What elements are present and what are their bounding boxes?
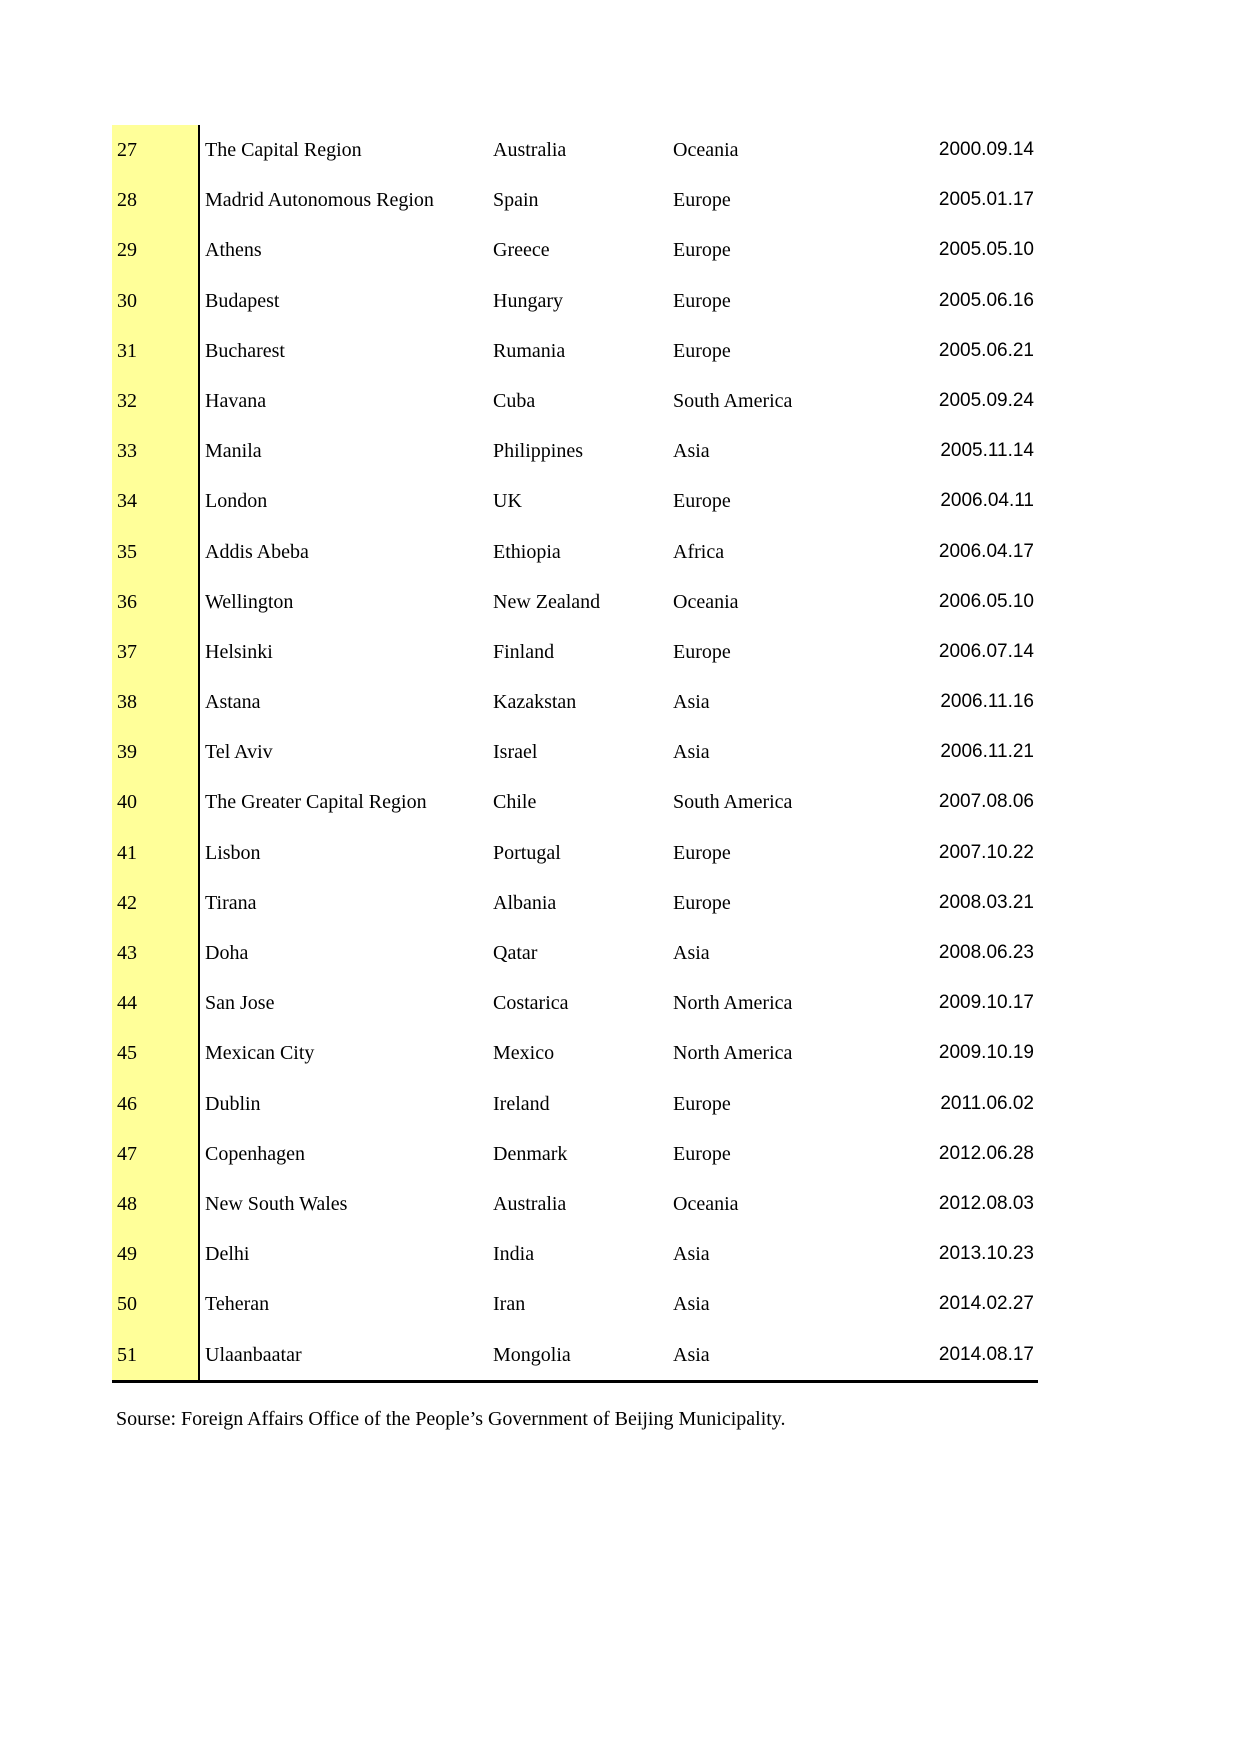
row-number: 51 [112,1330,200,1380]
city-name: Madrid Autonomous Region [205,189,434,212]
row-number: 41 [112,828,200,878]
country-name: UK [493,490,522,513]
table-row [112,1079,1038,1129]
table-row [112,125,1038,175]
table-row [112,1028,1038,1078]
region-name: Europe [673,891,731,914]
country-name: Denmark [493,1142,568,1165]
agreement-date: 2006.04.11 [940,490,1034,512]
table-row [112,1279,1038,1329]
region-name: Europe [673,339,731,362]
region-name: Asia [673,741,710,764]
table-row [112,326,1038,376]
table-row [112,577,1038,627]
city-name: Athens [205,239,262,262]
row-number: 28 [112,175,200,225]
city-name: New South Wales [205,1192,348,1215]
row-number: 45 [112,1028,200,1078]
table-row [112,627,1038,677]
agreement-date: 2006.11.21 [940,741,1034,763]
row-number: 32 [112,376,200,426]
country-name: Spain [493,189,539,212]
agreement-date: 2012.08.03 [938,1192,1034,1214]
country-name: Chile [493,791,537,814]
table-row [112,376,1038,426]
agreement-date: 2013.10.23 [938,1243,1034,1265]
region-name: Europe [673,189,731,212]
table-row [112,476,1038,526]
agreement-date: 2012.06.28 [938,1142,1034,1164]
region-name: South America [673,791,793,814]
row-number: 42 [112,878,200,928]
region-name: Asia [673,691,710,714]
city-name: Bucharest [205,339,285,362]
row-number: 27 [112,125,200,175]
region-name: Europe [673,640,731,663]
city-name: London [205,490,268,513]
country-name: Mongolia [493,1343,571,1366]
region-name: Oceania [673,590,739,613]
country-name: New Zealand [493,590,601,613]
region-name: North America [673,1042,793,1065]
region-name: Asia [673,1293,710,1316]
agreement-date: 2014.02.27 [938,1293,1034,1315]
agreement-date: 2007.10.22 [938,841,1034,863]
agreement-date: 2006.07.14 [938,640,1034,662]
table-row [112,527,1038,577]
country-name: Cuba [493,389,536,412]
agreement-date: 2005.01.17 [938,189,1034,211]
city-name: Wellington [205,590,294,613]
city-name: The Greater Capital Region [205,791,427,814]
agreement-date: 2000.09.14 [938,139,1034,160]
country-name: Ethiopia [493,540,561,563]
agreement-date: 2009.10.19 [938,1042,1034,1064]
row-number: 50 [112,1279,200,1329]
row-number: 48 [112,1179,200,1229]
city-name: Delhi [205,1243,250,1266]
country-name: Israel [493,741,538,764]
row-number: 40 [112,777,200,827]
agreement-date: 2005.06.21 [938,339,1034,361]
region-name: Oceania [673,1192,739,1215]
city-name: Lisbon [205,841,261,864]
city-name: The Capital Region [205,139,362,161]
city-name: Teheran [205,1293,270,1316]
agreement-date: 2005.11.14 [940,440,1034,462]
region-name: Europe [673,1092,731,1115]
table-row [112,928,1038,978]
region-name: Africa [673,540,725,563]
country-name: Iran [493,1293,526,1316]
agreement-date: 2005.09.24 [938,389,1034,411]
region-name: Asia [673,1343,710,1366]
source-note: Sourse: Foreign Affairs Office of the People’s Government of Beijing Municipality. [116,1408,786,1430]
table-row [112,426,1038,476]
city-name: Tel Aviv [205,741,273,764]
row-number: 36 [112,577,200,627]
country-name: Australia [493,1192,567,1215]
city-name: Havana [205,389,267,412]
table-row [112,828,1038,878]
region-name: South America [673,389,793,412]
country-name: Rumania [493,339,566,362]
country-name: Qatar [493,942,538,964]
agreement-date: 2005.06.16 [938,289,1034,311]
region-name: Asia [673,942,710,964]
city-name: San Jose [205,992,275,1015]
row-number: 44 [112,978,200,1028]
city-name: Astana [205,691,261,714]
row-number: 29 [112,225,200,275]
region-name: Asia [673,440,710,463]
country-name: Finland [493,640,555,663]
table-row [112,1179,1038,1229]
country-name: Greece [493,239,550,262]
country-name: Hungary [493,289,563,312]
region-name: Europe [673,490,731,513]
agreement-date: 2006.04.17 [938,540,1034,562]
region-name: Oceania [673,139,739,161]
row-number: 31 [112,326,200,376]
region-name: Europe [673,239,731,262]
city-name: Copenhagen [205,1142,305,1165]
table-row [112,1129,1038,1179]
table-row [112,777,1038,827]
row-number: 33 [112,426,200,476]
table-row [112,1330,1038,1380]
region-name: Europe [673,289,731,312]
row-number: 38 [112,677,200,727]
country-name: Kazakstan [493,691,577,714]
country-name: Mexico [493,1042,555,1065]
agreement-date: 2008.03.21 [938,891,1034,913]
table-row [112,878,1038,928]
agreement-date: 2011.06.02 [940,1092,1034,1114]
sister-cities-table [112,125,1038,1383]
agreement-date: 2014.08.17 [938,1343,1034,1365]
city-name: Dublin [205,1092,261,1115]
row-number: 34 [112,476,200,526]
agreement-date: 2009.10.17 [938,992,1034,1014]
country-name: Australia [493,139,567,161]
table-row [112,978,1038,1028]
agreement-date: 2005.05.10 [938,239,1034,261]
region-name: Europe [673,841,731,864]
row-number: 37 [112,627,200,677]
region-name: Europe [673,1142,731,1165]
table-row [112,1229,1038,1279]
country-name: Ireland [493,1092,550,1115]
city-name: Ulaanbaatar [205,1343,302,1366]
region-name: North America [673,992,793,1015]
country-name: Portugal [493,841,561,864]
table-row [112,727,1038,777]
agreement-date: 2006.11.16 [940,691,1034,713]
city-name: Manila [205,440,262,463]
agreement-date: 2008.06.23 [938,942,1034,963]
country-name: Costarica [493,992,569,1015]
row-number: 46 [112,1079,200,1129]
table-row [112,175,1038,225]
region-name: Asia [673,1243,710,1266]
table-row [112,225,1038,275]
country-name: India [493,1243,535,1266]
agreement-date: 2006.05.10 [938,590,1034,612]
row-number: 49 [112,1229,200,1279]
country-name: Albania [493,891,557,914]
city-name: Budapest [205,289,280,312]
table-row [112,276,1038,326]
table-row [112,677,1038,727]
row-number: 30 [112,276,200,326]
city-name: Doha [205,942,249,964]
city-name: Helsinki [205,640,273,663]
city-name: Addis Abeba [205,540,309,563]
city-name: Tirana [205,891,257,914]
city-name: Mexican City [205,1042,315,1065]
row-number: 43 [112,928,200,978]
agreement-date: 2007.08.06 [938,791,1034,813]
row-number: 35 [112,527,200,577]
row-number: 39 [112,727,200,777]
country-name: Philippines [493,440,584,463]
row-number: 47 [112,1129,200,1179]
